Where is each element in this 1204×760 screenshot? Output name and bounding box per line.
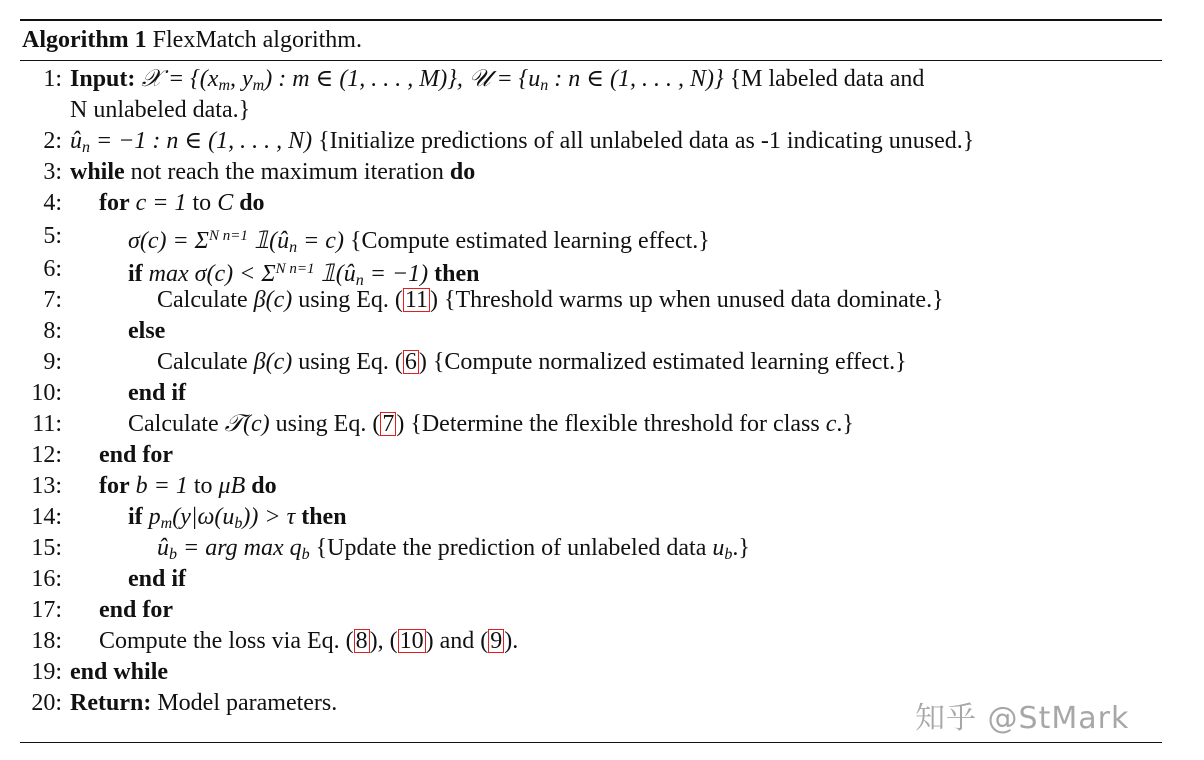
text-segment: using Eq. (	[292, 349, 403, 375]
line-number: 14:	[31, 504, 62, 530]
math-text: û	[157, 535, 169, 561]
line-content	[99, 471, 277, 502]
keyword: for	[99, 190, 130, 216]
keyword: if	[128, 504, 143, 530]
algorithm-line	[0, 347, 1204, 378]
line-number: 6:	[43, 256, 62, 282]
line-content	[128, 564, 186, 595]
math-text: n	[540, 77, 549, 94]
line-number: 15:	[31, 535, 62, 561]
bottom-rule	[20, 742, 1162, 743]
math-text: = −1 : n ∈ (1, . . . , N)	[90, 128, 319, 154]
math-text: = −1)	[363, 261, 435, 287]
line-content	[70, 688, 337, 719]
line-number: 18:	[31, 628, 62, 654]
math-text: N n=1	[275, 261, 315, 277]
line-number: 2:	[43, 128, 62, 154]
keyword: else	[128, 318, 166, 344]
math-text: u	[712, 535, 725, 561]
text-segment: Calculate	[157, 349, 254, 375]
algorithm-line	[0, 378, 1204, 409]
text-segment: Calculate	[128, 411, 225, 437]
math-text: b	[301, 546, 310, 563]
math-text: c = 1	[129, 190, 187, 216]
math-text: m	[160, 515, 173, 532]
caption-rule	[20, 60, 1162, 61]
line-number: 7:	[43, 287, 62, 313]
text-segment: .}	[732, 535, 750, 561]
text-segment: Model parameters.	[151, 690, 338, 716]
text-segment: {Compute estimated learning effect.}	[349, 228, 710, 254]
math-text: (y|ω(u	[172, 504, 235, 530]
keyword: then	[434, 261, 480, 287]
text-segment: to	[187, 473, 219, 499]
math-text: m	[252, 77, 265, 94]
text-segment: using Eq. (	[269, 411, 381, 437]
equation-ref-link[interactable]: 8	[355, 628, 368, 654]
line-number: 12:	[31, 442, 62, 468]
keyword: end for	[99, 597, 173, 623]
math-text: m	[218, 77, 231, 94]
math-text: 𝒳 = {(x	[141, 66, 219, 92]
math-text: c	[825, 411, 837, 437]
math-text: : n ∈ (1, . . . , N)}	[548, 66, 730, 92]
keyword: Return:	[70, 690, 152, 716]
line-number: 4:	[43, 190, 62, 216]
math-text: = arg max q	[177, 535, 302, 561]
text-segment: not reach the maximum iteration	[124, 159, 450, 185]
text-segment: {M labeled data and	[729, 66, 925, 92]
algorithm-line	[0, 533, 1204, 564]
line-content	[99, 595, 173, 626]
algorithm-line	[0, 316, 1204, 347]
keyword: Input:	[70, 66, 142, 92]
algorithm-line	[0, 188, 1204, 219]
line-number: 13:	[31, 473, 62, 499]
text-segment: N unlabeled data.}	[70, 97, 251, 123]
algorithm-line	[0, 157, 1204, 188]
math-text: 𝟙(û	[314, 261, 356, 287]
math-text: , y	[230, 66, 253, 92]
text-segment: Compute the loss via Eq. (	[99, 628, 354, 654]
math-text: max σ(c) < Σ	[142, 261, 276, 287]
text-segment: using Eq. (	[292, 287, 403, 313]
keyword: end for	[99, 442, 173, 468]
line-content	[99, 440, 173, 471]
algorithm-line	[0, 219, 1204, 256]
watermark: 知乎 @StMark	[915, 701, 1130, 736]
line-number: 9:	[43, 349, 62, 375]
equation-ref-link[interactable]: 11	[404, 287, 428, 313]
math-text: b	[234, 515, 243, 532]
equation-ref-link[interactable]: 6	[404, 349, 417, 375]
line-content	[99, 626, 518, 657]
text-segment: ) {Threshold warms up when unused data dominate.}	[430, 287, 944, 313]
algorithm-line	[0, 471, 1204, 502]
keyword: end while	[70, 659, 169, 685]
line-content	[70, 657, 168, 688]
text-segment: ), (	[369, 628, 398, 654]
text-segment: .}	[836, 411, 854, 437]
keyword: do	[251, 473, 277, 499]
algorithm-line	[0, 126, 1204, 157]
keyword: if	[128, 261, 143, 287]
keyword: then	[301, 504, 347, 530]
keyword: do	[239, 190, 265, 216]
math-text: σ(c) = Σ	[128, 228, 209, 254]
keyword: end if	[128, 566, 187, 592]
equation-ref-link[interactable]: 10	[399, 628, 424, 654]
line-number: 20:	[31, 690, 62, 716]
algorithm-body	[0, 64, 1204, 719]
algorithm-line	[0, 626, 1204, 657]
algorithm-line	[0, 409, 1204, 440]
math-text: b	[724, 546, 733, 563]
math-text: 𝒯(c)	[224, 411, 270, 437]
line-content	[128, 409, 854, 440]
math-text: b = 1	[129, 473, 188, 499]
math-text: β(c)	[253, 287, 293, 313]
math-text: n	[289, 239, 298, 256]
algorithm-line	[0, 595, 1204, 626]
algorithm-line	[0, 564, 1204, 595]
math-text: n	[355, 272, 364, 289]
line-content	[128, 378, 186, 409]
line-content	[70, 157, 475, 188]
keyword: do	[449, 159, 476, 185]
math-text: μB	[218, 473, 252, 499]
math-text: 𝟙(û	[247, 228, 290, 254]
math-text: ) : m ∈ (1, . . . , M)}, 𝒰 = {u	[264, 66, 541, 92]
line-number: 11:	[32, 411, 62, 437]
math-text: C	[217, 190, 240, 216]
line-content	[157, 347, 907, 378]
math-text: p	[142, 504, 161, 530]
algorithm-line	[0, 657, 1204, 688]
equation-ref-link[interactable]: 9	[490, 628, 503, 654]
math-text: = c)	[297, 228, 350, 254]
line-content	[70, 95, 250, 126]
algorithm-title: FlexMatch algorithm.	[152, 27, 362, 53]
text-segment: ) and (	[425, 628, 489, 654]
line-number: 3:	[43, 159, 62, 185]
equation-ref-link[interactable]: 7	[382, 411, 395, 437]
math-text: )) > τ	[242, 504, 302, 530]
keyword: end if	[128, 380, 187, 406]
keyword: for	[99, 473, 130, 499]
text-segment: Calculate	[157, 287, 254, 313]
line-number: 17:	[31, 597, 62, 623]
text-segment: ) {Determine the flexible threshold for class	[396, 411, 826, 437]
math-text: b	[169, 546, 177, 563]
line-content	[128, 316, 165, 347]
algorithm-line	[0, 95, 1204, 126]
math-text: û	[70, 128, 82, 154]
top-rule	[20, 19, 1162, 21]
math-text: N n=1	[208, 228, 248, 244]
text-segment: to	[186, 190, 218, 216]
algorithm-line	[0, 502, 1204, 533]
line-content	[99, 188, 265, 219]
line-number: 16:	[31, 566, 62, 592]
text-segment: ) {Compute normalized estimated learning effect.}	[418, 349, 907, 375]
line-content	[157, 285, 944, 316]
line-number: 10:	[31, 380, 62, 406]
line-number: 1:	[43, 66, 62, 92]
algorithm-line	[0, 285, 1204, 316]
line-number: 19:	[31, 659, 62, 685]
text-segment: {Update the prediction of unlabeled data	[309, 535, 713, 561]
keyword: while	[70, 159, 125, 185]
math-text: n	[82, 139, 90, 156]
algorithm-caption	[22, 27, 362, 54]
text-segment: ).	[504, 628, 519, 654]
line-number: 5:	[43, 223, 62, 249]
math-text: β(c)	[253, 349, 293, 375]
algorithm-label: Algorithm 1	[22, 27, 147, 53]
line-number: 8:	[43, 318, 62, 344]
algorithm-line	[0, 252, 1204, 289]
text-segment: {Initialize predictions of all unlabeled data as -1 indicating unused.}	[318, 128, 975, 154]
algorithm-line	[0, 440, 1204, 471]
algorithm-line	[0, 64, 1204, 95]
